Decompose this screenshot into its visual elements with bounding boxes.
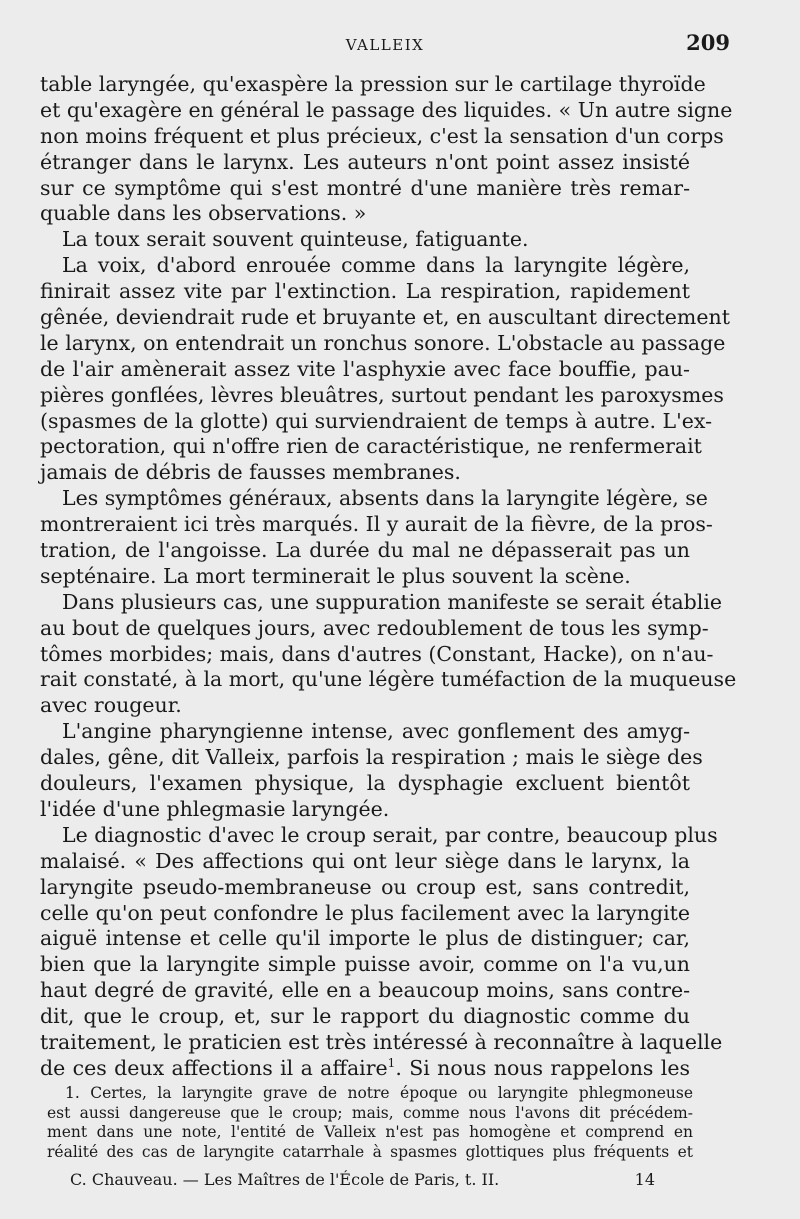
text-line: celle qu'on peut confondre le plus facilement avec la laryngite	[40, 900, 690, 925]
footnote-line: ment dans une note, l'entité de Valleix n'est pas homogène et comprend en	[47, 1123, 693, 1142]
text-line: pectoration, qui n'offre rien de caractéristique, ne renfermerait	[40, 434, 702, 459]
text-line: au bout de quelques jours, avec redoublement de tous les symp-	[40, 615, 709, 640]
text-line: table laryngée, qu'exaspère la pression sur le cartilage thyroïde	[40, 72, 706, 96]
footnote-line: 1. Certes, la laryngite grave de notre époque ou laryngite phlegmoneuse	[65, 1084, 693, 1102]
text-line: finirait assez vite par l'extinction. La respiration, rapidement	[40, 279, 690, 304]
text-line: La toux serait souvent quinteuse, fatiguante.	[62, 227, 529, 252]
page-footer	[70, 1168, 655, 1192]
text-line: et qu'exagère en général le passage des liquides. « Un autre signe	[40, 97, 733, 122]
text-line: étranger dans le larynx. Les auteurs n'ont point assez insisté	[40, 149, 690, 174]
text-line: traitement, le praticien est très intéressé à reconnaître à laquelle	[40, 1029, 723, 1054]
text-line: malaisé. « Des affections qui ont leur siège dans le larynx, la	[40, 848, 690, 873]
page-header	[40, 30, 730, 60]
text-line: Les symptômes généraux, absents dans la laryngite légère, se	[62, 486, 708, 511]
text-line: douleurs, l'examen physique, la dysphagie excluent bientôt	[40, 771, 690, 796]
text-line: bien que la laryngite simple puisse avoir, comme on l'a vu,un	[40, 952, 690, 977]
text-line: dales, gêne, dit Valleix, parfois la respiration ; mais le siège des	[40, 745, 703, 770]
text-line: l'idée d'une phlegmasie laryngée.	[40, 796, 390, 821]
running-title: VALLEIX	[345, 36, 425, 54]
text-line: sur ce symptôme qui s'est montré d'une manière très remar-	[40, 175, 690, 200]
page-number: 209	[686, 30, 730, 55]
text-line: (spasmes de la glotte) qui surviendraient de temps à autre. L'ex-	[40, 408, 712, 433]
text-line: le larynx, on entendrait un ronchus sonore. L'obstacle au passage	[40, 330, 726, 355]
text-line: La voix, d'abord enrouée comme dans la laryngite légère,	[62, 253, 690, 278]
text-segment: . Si nous nous rappelons les	[395, 1055, 690, 1080]
text-line: Dans plusieurs cas, une suppuration manifeste se serait établie	[62, 589, 723, 614]
text-line: haut degré de gravité, elle en a beaucoup moins, sans contre-	[40, 978, 690, 1003]
footnotes	[47, 1084, 693, 1162]
body-text	[40, 72, 737, 1082]
signature-mark: 14	[634, 1170, 655, 1189]
text-segment: de ces deux affections il a affaire	[40, 1055, 388, 1080]
text-line-with-footnote-ref	[40, 1056, 690, 1082]
text-line: aiguë intense et celle qu'il importe le plus de distinguer; car,	[40, 926, 690, 951]
text-line: laryngite pseudo-membraneuse ou croup est, sans contredit,	[40, 874, 690, 899]
text-line: gênée, deviendrait rude et bruyante et, en auscultant directement	[40, 305, 730, 330]
footnote-line: réalité des cas de laryngite catarrhale à spasmes glottiques plus fréquents et	[47, 1142, 693, 1161]
text-line: de l'air amènerait assez vite l'asphyxie avec face bouffie, pau-	[40, 356, 690, 381]
text-line: pières gonflées, lèvres bleuâtres, surtout pendant les paroxysmes	[40, 382, 724, 407]
footnote-marker: 1	[387, 1056, 396, 1071]
text-line: tômes morbides; mais, dans d'autres (Constant, Hacke), on n'au-	[40, 641, 714, 666]
text-line: avec rougeur.	[40, 693, 182, 718]
bibliographic-reference: C. Chauveau. — Les Maîtres de l'École de Paris, t. II.	[70, 1170, 500, 1189]
text-line: dit, que le croup, et, sur le rapport du diagnostic comme du	[40, 1004, 690, 1029]
text-line: montreraient ici très marqués. Il y aurait de la fièvre, de la pros-	[40, 512, 713, 537]
text-line: quable dans les observations. »	[40, 201, 367, 226]
text-line: L'angine pharyngienne intense, avec gonflement des amyg-	[62, 719, 690, 744]
text-line: septénaire. La mort terminerait le plus souvent la scène.	[40, 563, 631, 588]
text-line: Le diagnostic d'avec le croup serait, par contre, beaucoup plus	[62, 822, 718, 847]
footnote-line: est aussi dangereuse que le croup; mais, comme nous l'avons dit précédem-	[47, 1103, 693, 1122]
text-line: rait constaté, à la mort, qu'une légère tuméfaction de la muqueuse	[40, 667, 737, 692]
text-line: non moins fréquent et plus précieux, c'est la sensation d'un corps	[40, 123, 724, 148]
text-line: jamais de débris de fausses membranes.	[40, 460, 461, 485]
text-line: tration, de l'angoisse. La durée du mal ne dépasserait pas un	[40, 538, 690, 563]
